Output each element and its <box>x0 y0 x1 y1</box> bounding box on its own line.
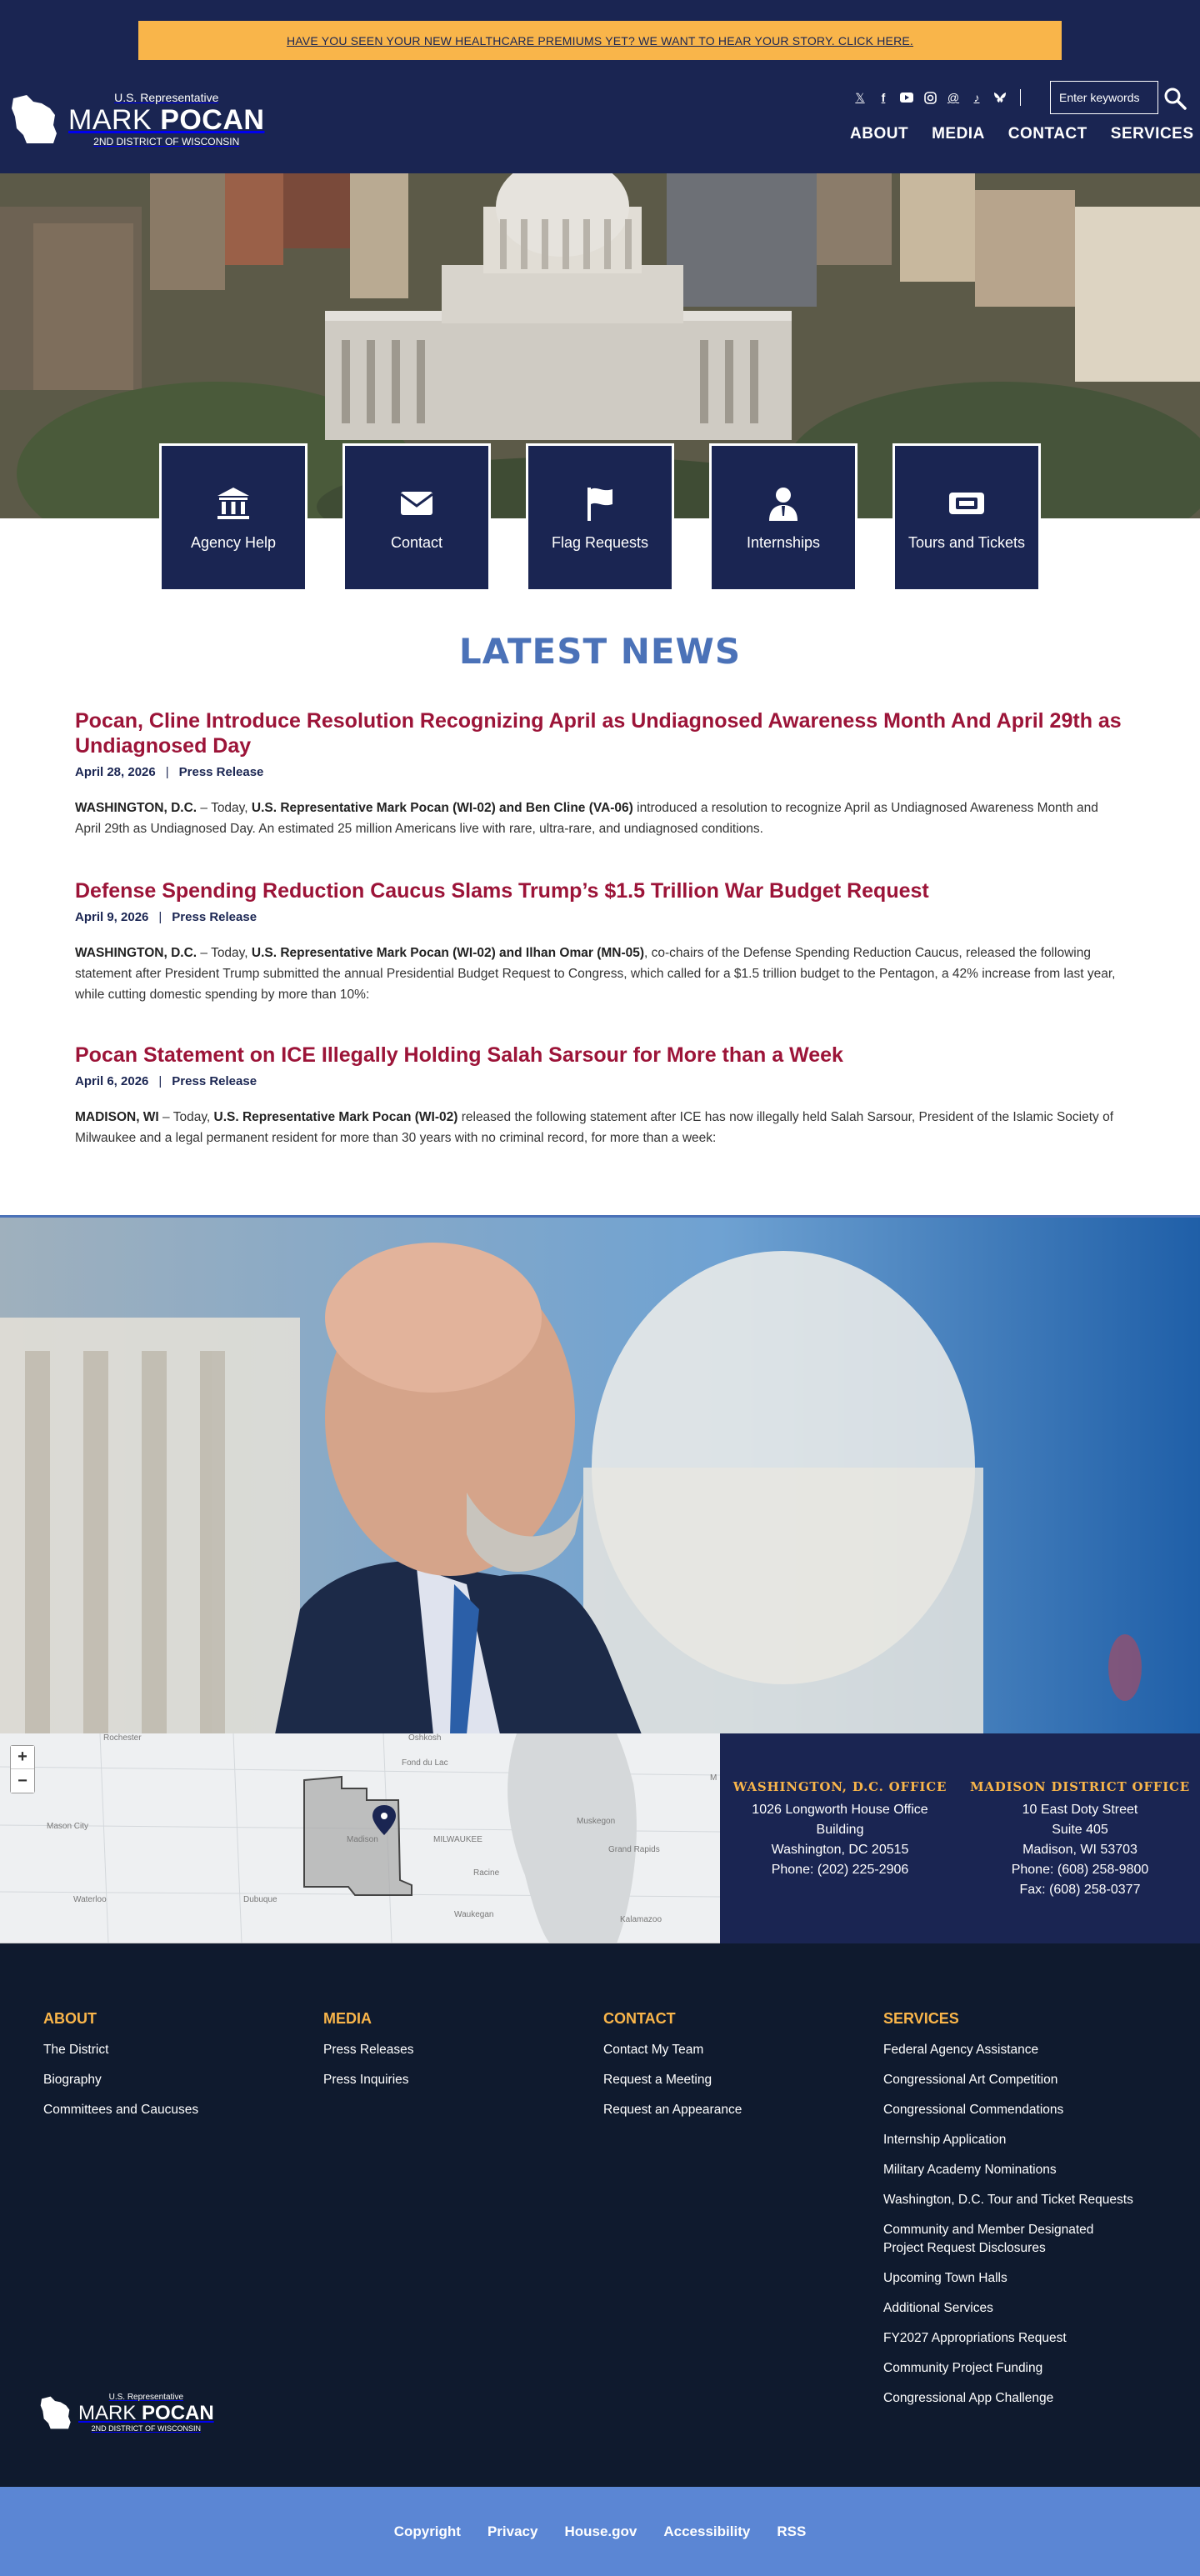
article-excerpt: WASHINGTON, D.C. – Today, U.S. Representative Mark Pocan (WI-02) and Ilhan Omar (MN-05), co-chairs of the Defense Spending Reduction Caucus, released the following statement after President Trump submitted the annual Presidential Budget Request to Congress, which called for a $1.5 trillion budget to the Pentagon, a 42% increase from last year, while cutting domestic spending by more than 10%: <box>75 946 1116 1002</box>
footer-link[interactable]: Contact My Team <box>603 2043 704 2057</box>
district-map[interactable] <box>0 1733 720 1943</box>
office-title: WASHINGTON, D.C. OFFICE <box>732 1779 948 1794</box>
article-type: Press Release <box>172 910 258 924</box>
article-title-link[interactable]: Pocan Statement on ICE Illegally Holding Salah Sarsour for More than a Week <box>75 1043 843 1067</box>
footer-link[interactable]: Federal Agency Assistance <box>883 2043 1039 2057</box>
privacy-link[interactable]: Privacy <box>487 2523 538 2539</box>
threads-icon[interactable]: @ <box>947 91 960 104</box>
latest-news-section <box>0 518 1200 1215</box>
footer-link[interactable]: Press Releases <box>323 2043 414 2057</box>
footer-link[interactable]: Upcoming Town Halls <box>883 2271 1008 2285</box>
article-title-link[interactable]: Pocan, Cline Introduce Resolution Recognizing April as Undiagnosed Awareness Month And April 29th as Undiagnosed Day <box>75 709 1122 758</box>
footer-link[interactable]: Additional Services <box>883 2301 993 2315</box>
rss-link[interactable]: RSS <box>777 2523 807 2539</box>
footer-logo[interactable] <box>38 2392 255 2433</box>
nav-contact[interactable]: CONTACT <box>1008 125 1088 143</box>
office-address-line: Madison, WI 53703 <box>1022 1843 1138 1857</box>
facebook-icon[interactable]: f <box>881 91 886 104</box>
map-label: Racine <box>473 1868 500 1878</box>
alert-banner <box>138 21 1062 60</box>
search-input[interactable] <box>1050 81 1158 114</box>
office-address-line: 1026 Longworth House Office <box>752 1803 928 1817</box>
office-address-line: Suite 405 <box>1052 1823 1108 1837</box>
logo-subtitle: U.S. Representative <box>114 91 219 104</box>
office-title: MADISON DISTRICT OFFICE <box>969 1779 1191 1794</box>
map-label: Madison <box>347 1835 378 1844</box>
footer-column-media <box>323 2010 573 2101</box>
footer-link[interactable]: Request a Meeting <box>603 2073 712 2087</box>
logo-district: 2ND DISTRICT OF WISCONSIN <box>91 2423 202 2433</box>
nav-about[interactable]: ABOUT <box>850 125 909 143</box>
footer-link[interactable]: Press Inquiries <box>323 2073 409 2087</box>
footer-link[interactable]: Biography <box>43 2073 102 2087</box>
envelope-icon <box>398 484 436 523</box>
footer-link[interactable]: Community Project Funding <box>883 2361 1043 2375</box>
article-type: Press Release <box>172 1074 258 1088</box>
article-date: April 6, 2026 <box>75 1074 149 1088</box>
social-divider <box>1020 89 1021 106</box>
instagram-icon[interactable] <box>922 89 938 106</box>
footer-link[interactable]: Internship Application <box>883 2133 1007 2147</box>
map-label: Rochester <box>103 1733 142 1743</box>
map-label: Mason City <box>47 1822 89 1831</box>
zoom-out-button[interactable]: − <box>11 1769 34 1793</box>
footer-link[interactable]: Committees and Caucuses <box>43 2103 199 2117</box>
footer-link[interactable]: FY2027 Appropriations Request <box>883 2331 1067 2345</box>
article-title-link[interactable]: Defense Spending Reduction Caucus Slams Trump’s $1.5 Trillion War Budget Request <box>75 879 929 903</box>
news-article <box>75 708 1125 839</box>
tiktok-icon[interactable]: ♪ <box>973 91 980 104</box>
bank-icon <box>214 484 252 523</box>
map-label: Grand Rapids <box>608 1845 660 1854</box>
search-button[interactable] <box>1163 87 1187 110</box>
nav-media[interactable]: MEDIA <box>932 125 985 143</box>
article-meta: April 9, 2026 | Press Release <box>75 910 258 924</box>
news-article <box>75 1043 1125 1148</box>
quick-link-label: Flag Requests <box>551 533 649 551</box>
logo-district: 2ND DISTRICT OF WISCONSIN <box>93 136 240 148</box>
logo-name: MARK POCAN <box>78 2401 214 2424</box>
flag-icon <box>581 484 619 523</box>
quick-link-label: Agency Help <box>190 533 277 551</box>
zoom-in-button[interactable]: + <box>11 1746 34 1769</box>
article-excerpt: WASHINGTON, D.C. – Today, U.S. Representative Mark Pocan (WI-02) and Ben Cline (VA-06) introduced a resolution to recognize April as Undiagnosed Awareness Month and April 29th as Undiagnosed Day. An estimated 25 million Americans live with rare, ultra-rare, and undiagnosed conditions. <box>75 801 1098 836</box>
social-links <box>852 88 1021 107</box>
footer-column-about <box>43 2010 293 2131</box>
main-nav <box>850 125 1194 150</box>
nav-services[interactable]: SERVICES <box>1110 125 1194 143</box>
x-icon[interactable]: 𝕏 <box>855 90 865 104</box>
footer-column-contact <box>603 2010 853 2131</box>
footer-link[interactable]: Congressional Commendations <box>883 2103 1064 2117</box>
article-type: Press Release <box>178 765 264 779</box>
portrait-illustration <box>0 1218 1200 1733</box>
footer-link[interactable]: Military Academy Nominations <box>883 2163 1057 2177</box>
map-label: Fond du Lac <box>402 1758 448 1768</box>
article-excerpt: MADISON, WI – Today, U.S. Representative Mark Pocan (WI-02) released the following statement after ICE has now illegally held Salah Sarsour, President of the Islamic Society of Milwaukee and a legal permanent resident for more than 30 years with no criminal record, for more than a week: <box>75 1110 1114 1145</box>
ticket-icon <box>948 484 986 523</box>
person-icon <box>764 484 802 523</box>
footer-heading: MEDIA <box>323 2010 372 2027</box>
footer-link[interactable]: Community and Member Designated Project Request Disclosures <box>883 2223 1094 2255</box>
footer-link[interactable]: The District <box>43 2043 109 2057</box>
office-address-line: 10 East Doty Street <box>1022 1803 1138 1817</box>
office-address-line: Washington, DC 20515 <box>771 1843 909 1857</box>
footer-link[interactable]: Congressional App Challenge <box>883 2391 1054 2405</box>
office-addresses <box>720 1733 1200 1943</box>
footer-heading: ABOUT <box>43 2010 97 2027</box>
search-icon <box>1163 87 1187 110</box>
map-label: Kalamazoo <box>620 1915 662 1924</box>
map-label: MILWAUKEE <box>433 1835 482 1844</box>
site-footer <box>0 1943 1200 2487</box>
article-meta: April 28, 2026 | Press Release <box>75 765 264 779</box>
office-phone: Phone: (202) 225-2906 <box>771 1863 909 1877</box>
article-date: April 28, 2026 <box>75 765 156 779</box>
news-article <box>75 878 1125 1005</box>
map-label: Oshkosh <box>408 1733 442 1743</box>
copyright-link[interactable]: Copyright <box>393 2523 461 2539</box>
footer-link[interactable]: Congressional Art Competition <box>883 2073 1058 2087</box>
footer-bottom-bar <box>0 2487 1200 2576</box>
wisconsin-state-icon <box>8 92 63 147</box>
office-fax: Fax: (608) 258-0377 <box>1019 1883 1141 1897</box>
map-zoom-controls <box>10 1745 35 1793</box>
site-header <box>0 0 1200 173</box>
footer-link[interactable]: Request an Appearance <box>603 2103 742 2117</box>
offices-section <box>0 1733 1200 1943</box>
footer-heading: CONTACT <box>603 2010 676 2027</box>
logo-name: MARK POCAN <box>68 104 265 136</box>
congressman-portrait-image <box>0 1215 1200 1733</box>
quick-link-label: Tours and Tickets <box>908 533 1026 551</box>
map-label: M <box>710 1773 718 1783</box>
latest-news-heading: LATEST NEWS <box>458 631 742 672</box>
map-label: Waukegan <box>454 1910 494 1919</box>
map-label: Muskegon <box>577 1817 616 1826</box>
bluesky-icon[interactable] <box>992 89 1008 106</box>
office-phone: Phone: (608) 258-9800 <box>1011 1863 1149 1877</box>
wisconsin-state-icon <box>38 2394 75 2431</box>
accessibility-link[interactable]: Accessibility <box>663 2523 751 2539</box>
footer-column-services <box>883 2010 1133 2419</box>
article-meta: April 6, 2026 | Press Release <box>75 1074 258 1088</box>
quick-link-label: Internships <box>746 533 821 551</box>
youtube-icon[interactable] <box>898 89 915 106</box>
dc-office <box>720 1777 960 1943</box>
logo-subtitle: U.S. Representative <box>108 2392 184 2402</box>
quick-link-label: Contact <box>390 533 443 551</box>
madison-office <box>960 1777 1200 1943</box>
alert-link[interactable]: HAVE YOU SEEN YOUR NEW HEALTHCARE PREMIUMS YET? WE WANT TO HEAR YOUR STORY. CLICK HERE. <box>286 33 914 48</box>
office-address-line: Building <box>816 1823 864 1837</box>
map-label: Dubuque <box>243 1895 278 1904</box>
article-date: April 9, 2026 <box>75 910 149 924</box>
map-label: Waterloo <box>73 1895 107 1904</box>
footer-link[interactable]: Washington, D.C. Tour and Ticket Requests <box>883 2193 1133 2207</box>
site-logo[interactable] <box>8 90 267 148</box>
house-gov-link[interactable]: House.gov <box>564 2523 638 2539</box>
footer-heading: SERVICES <box>883 2010 959 2027</box>
